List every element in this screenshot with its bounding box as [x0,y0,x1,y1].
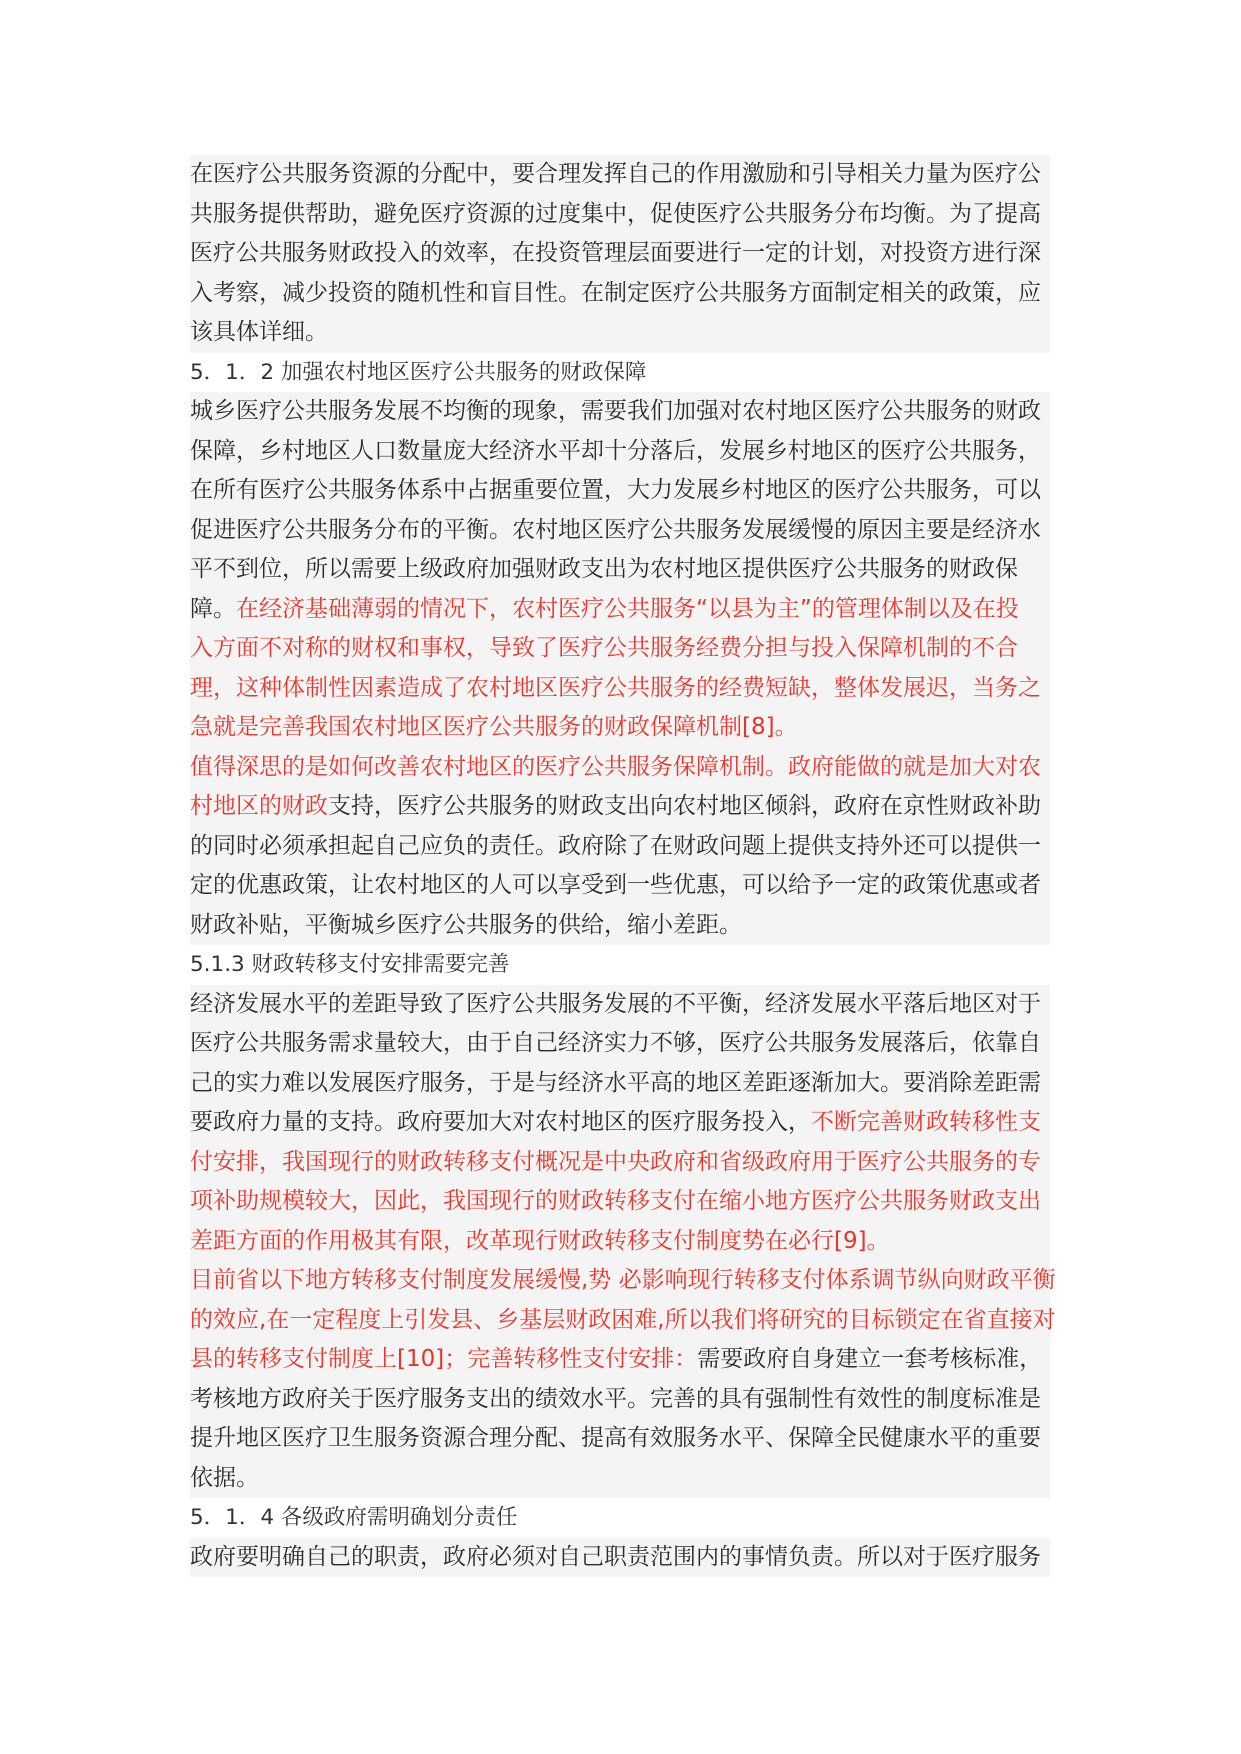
text-line [190,1024,1050,1064]
body-text: 要政府力量的支持。政府要加大对农村地区的医疗服务投入， [190,1109,811,1135]
highlighted-text: 理，这种体制性因素造成了农村地区医疗公共服务的经费短缺，整体发展迟，当务之 [190,674,1041,701]
text-line [190,1143,1050,1183]
body-text: 该具体详细。 [190,319,328,345]
text-line [190,669,1050,709]
body-text: 共服务提供帮助，避免医疗资源的过度集中，促使医疗公共服务分布均衡。为了提高 [190,200,1041,227]
text-line [190,432,1050,472]
text-line [190,708,1050,748]
body-text: 在医疗公共服务资源的分配中，要合理发挥自己的作用激励和引导相关力量为医疗公 [190,161,1041,187]
body-text: 促进医疗公共服务分布的平衡。农村地区医疗公共服务发展缓慢的原因主要是经济水 [190,516,1041,543]
body-text: 平不到位，所以需要上级政府加强财政支出为农村地区提供医疗公共服务的财政保 [190,556,1018,582]
text-line [190,195,1050,235]
highlighted-text: 县的转移支付制度上[10]；完善转移性支付安排： [190,1346,698,1372]
text-line [190,313,1050,353]
text-line [190,1419,1050,1459]
text-line [190,906,1050,946]
body-text: 需要政府自身建立一套考核标准， [697,1346,1043,1372]
text-line [190,155,1050,195]
document-body [190,155,1056,1577]
text-line [190,471,1050,511]
text-line [190,550,1050,590]
text-line [190,827,1050,867]
body-text: 提升地区医疗卫生服务资源合理分配、提高有效服务水平、保障全民健康水平的重要 [190,1425,1041,1451]
body-text: 保障，乡村地区人口数量庞大经济水平却十分落后，发展乡村地区的医疗公共服务， [190,437,1041,464]
body-text: 支持，医疗公共服务的财政支出向农村地区倾斜，政府在京性财政补助 [328,793,1041,819]
body-text: 医疗公共服务财政投入的效率，在投资管理层面要进行一定的计划，对投资方进行深 [190,240,1041,266]
highlighted-text: 在经济基础薄弱的情况下，农村医疗公共服务“以县为主”的管理体制以及在投 [236,595,1019,622]
text-line [190,1340,1050,1380]
text-line [190,1261,1056,1301]
highlighted-text: 项补助规模较大，因此，我国现行的财政转移支付在缩小地方医疗公共服务财政支出 [190,1188,1041,1214]
body-text: 定的优惠政策，让农村地区的人可以享受到一些优惠，可以给予一定的政策优惠或者 [190,872,1041,898]
highlighted-text: 付安排，我国现行的财政转移支付概况是中央政府和省级政府用于医疗公共服务的专 [190,1148,1041,1175]
highlighted-text: 入方面不对称的财权和事权，导致了医疗公共服务经费分担与投入保障机制的不合 [190,635,1018,661]
highlighted-text: 的效应,在一定程度上引发县、乡基层财政困难,所以我们将研究的目标锁定在省直接对 [190,1306,1056,1333]
body-text: 城乡医疗公共服务发展不均衡的现象，需要我们加强对农村地区医疗公共服务的财政 [190,398,1041,424]
body-text: 考核地方政府关于医疗服务支出的绩效水平。完善的具有强制性有效性的制度标准是 [190,1385,1041,1412]
body-text: 财政补贴，平衡城乡医疗公共服务的供给，缩小差距。 [190,911,742,938]
body-text: 依据。 [190,1464,259,1491]
text-line [190,1380,1050,1420]
highlighted-text: 差距方面的作用极其有限，改革现行财政转移支付制度势在必行[9]。 [190,1227,890,1254]
text-line [190,1301,1056,1341]
text-line [190,511,1050,551]
body-text: 己的实力难以发展医疗服务，于是与经济水平高的地区差距逐渐加大。要消除差距需 [190,1069,1041,1096]
highlighted-text: 值得深思的是如何改善农村地区的医疗公共服务保障机制。政府能做的就是加大对农 [190,753,1041,780]
body-text: 政府要明确自己的职责，政府必须对自己职责范围内的事情负责。所以对于医疗服务 [190,1543,1041,1570]
body-text: 在所有医疗公共服务体系中占据重要位置，大力发展乡村地区的医疗公共服务，可以 [190,477,1041,503]
section-heading [190,945,1050,985]
text-line [190,1103,1050,1143]
body-text: 医疗公共服务需求量较大，由于自己经济实力不够，医疗公共服务发展落后，依靠自 [190,1030,1041,1056]
text-line [190,748,1050,788]
body-text: 入考察，减少投资的随机性和盲目性。在制定医疗公共服务方面制定相关的政策，应 [190,279,1041,306]
highlighted-text: 急就是完善我国农村地区医疗公共服务的财政保障机制[8]。 [190,714,798,740]
text-line [190,1538,1050,1578]
text-line [190,629,1050,669]
text-line [190,274,1050,314]
body-text: 5．1．4 各级政府需明确划分责任 [190,1505,518,1530]
text-line [190,1459,1050,1499]
text-line [190,985,1050,1025]
section-heading [190,1498,1050,1538]
text-line [190,234,1050,274]
text-line [190,392,1050,432]
body-text: 经济发展水平的差距导致了医疗公共服务发展的不平衡，经济发展水平落后地区对于 [190,990,1041,1017]
highlighted-text: 目前省以下地方转移支付制度发展缓慢,势 必影响现行转移支付体系调节纵向财政平衡 [190,1267,1056,1293]
highlighted-text: 村地区的财政 [190,793,328,819]
text-line [190,590,1050,630]
section-heading [190,353,1050,393]
text-line [190,1064,1050,1104]
text-line [190,866,1050,906]
body-text: 5.1.3 财政转移支付安排需要完善 [190,952,510,977]
body-text: 障。 [190,595,236,622]
body-text: 5．1．2 加强农村地区医疗公共服务的财政保障 [190,359,647,385]
body-text: 的同时必须承担起自己应负的责任。政府除了在财政问题上提供支持外还可以提供一 [190,832,1041,859]
text-line [190,787,1050,827]
highlighted-text: 不断完善财政转移性支 [811,1109,1041,1135]
text-line [190,1182,1050,1222]
text-line [190,1222,1050,1262]
